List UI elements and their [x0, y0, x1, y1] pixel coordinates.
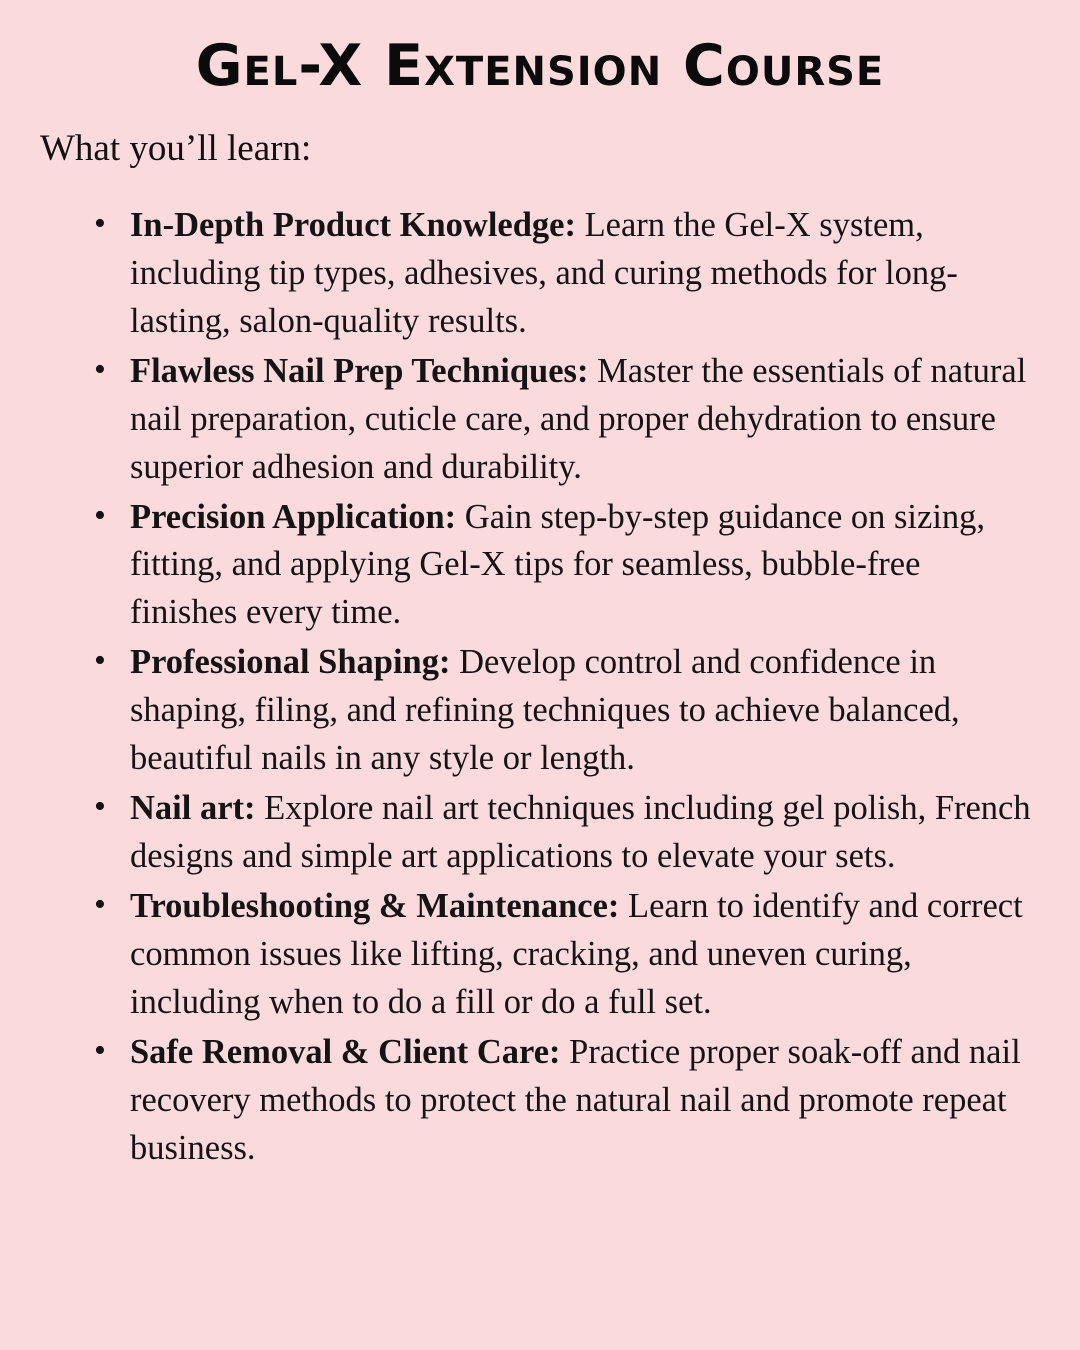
list-item-label: Professional Shaping: — [130, 643, 451, 682]
list-item-text: Learn to identify and correct common issues like lifting, cracking, and uneven curing, including when to do a fill or do a full set. — [130, 887, 1023, 1022]
list-item — [94, 494, 1034, 638]
list-item — [94, 348, 1034, 492]
list-item — [94, 1029, 1034, 1173]
list-item-label: In-Depth Product Knowledge: — [130, 205, 576, 244]
list-item-label: Nail art: — [130, 789, 256, 828]
list-item-label: Flawless Nail Prep Techniques: — [130, 351, 589, 390]
list-item-text: Gain step-by-step guidance on sizing, fitting, and applying Gel-X tips for seamless, bubble-free finishes every time. — [130, 497, 986, 632]
page-title: Gel-X Extension Course — [195, 33, 885, 99]
learning-outcomes-list — [36, 202, 1044, 1175]
list-item-label: Precision Application: — [130, 497, 457, 536]
list-item-text: Develop control and confidence in shaping, filing, and refining techniques to achieve balanced, beautiful nails in any style or length. — [130, 643, 960, 778]
list-item — [94, 883, 1034, 1027]
list-item-text: Explore nail art techniques including gel polish, French designs and simple art applications to elevate your sets. — [130, 789, 1031, 876]
list-item-label: Troubleshooting & Maintenance: — [130, 887, 620, 926]
list-item-text: Learn the Gel-X system, including tip types, adhesives, and curing methods for long-lasting, salon-quality results. — [130, 205, 958, 340]
list-item — [94, 639, 1034, 783]
list-item-text: Practice proper soak-off and nail recovery methods to protect the natural nail and promote repeat business. — [130, 1033, 1021, 1167]
list-item-text: Master the essentials of natural nail preparation, cuticle care, and proper dehydration to ensure superior adhesion and durability. — [130, 351, 1027, 486]
list-item-label: Safe Removal & Client Care: — [130, 1033, 561, 1071]
intro-text: What you’ll learn: — [40, 127, 312, 169]
list-item — [94, 785, 1034, 881]
list-item — [94, 202, 1034, 346]
